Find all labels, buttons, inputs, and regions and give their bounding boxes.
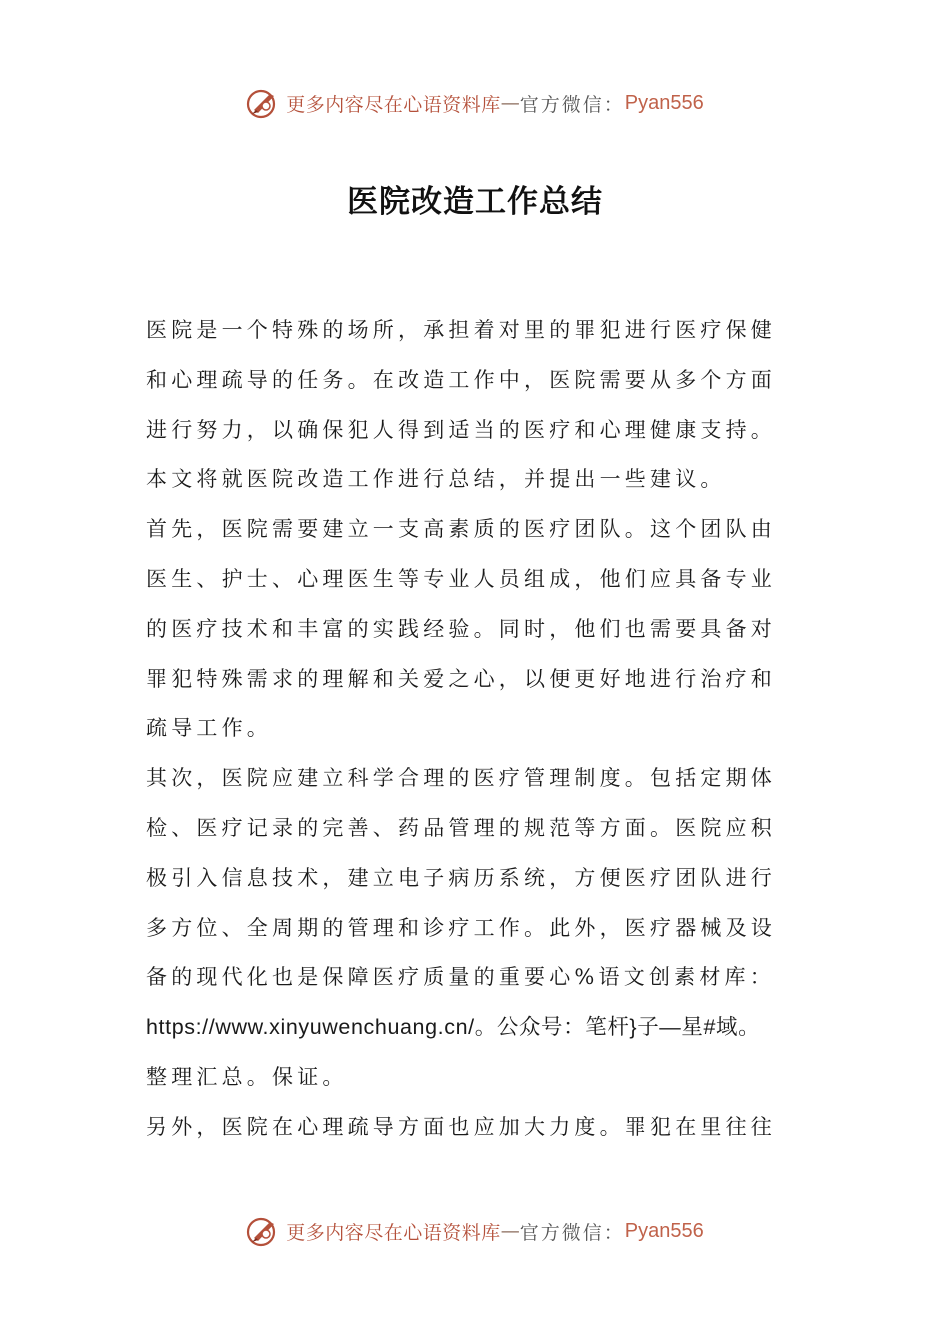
banner-wechat-id: Pyan556	[624, 91, 704, 114]
pen-logo-icon	[246, 86, 280, 120]
text-line-url: https://www.xinyuwenchuang.cn/。公众号：笔杆}子—星#域。	[146, 1015, 761, 1040]
document-body	[146, 308, 811, 1155]
text-line: 其次，医院应建立科学合理的医疗管理制度。包括定期体	[146, 766, 776, 791]
text-line: 医生、护士、心理医生等专业人员组成，他们应具备专业	[146, 566, 776, 591]
text-line: 首先，医院需要建立一支高素质的医疗团队。这个团队由	[146, 517, 776, 542]
text-line: 另外，医院在心理疏导方面也应加大力度。罪犯在里往往	[146, 1114, 776, 1139]
banner-wechat-label: 官方微信：	[519, 93, 625, 116]
banner-separator: —	[500, 92, 520, 114]
header-banner	[0, 83, 950, 123]
text-line: 本文将就医院改造工作进行总结，并提出一些建议。	[146, 467, 726, 492]
text-line: 医院是一个特殊的场所，承担着对里的罪犯进行医疗保健	[146, 318, 776, 342]
text-line: 极引入信息技术，建立电子病历系统，方便医疗团队进行	[146, 865, 776, 890]
text-line: 备的现代化也是保障医疗质量的重要心%语文创素材库：	[146, 965, 775, 990]
pen-logo-icon	[246, 1214, 280, 1248]
text-line: 多方位、全周期的管理和诊疗工作。此外，医疗器械及设	[146, 915, 776, 940]
text-line: 进行努力，以确保犯人得到适当的医疗和心理健康支持。	[146, 417, 776, 442]
footer-banner	[0, 1211, 950, 1251]
banner-wechat-label: 官方微信：	[519, 1221, 625, 1244]
text-line: 和心理疏导的任务。在改造工作中，医院需要从多个方面	[146, 367, 776, 392]
text-line: 的医疗技术和丰富的实践经验。同时，他们也需要具备对	[146, 616, 776, 641]
text-line: 疏导工作。	[146, 716, 272, 741]
banner-wechat-id: Pyan556	[624, 1219, 704, 1242]
banner-slogan: 更多内容尽在心语资料库	[286, 1221, 501, 1244]
text-line: 检、医疗记录的完善、药品管理的规范等方面。医院应积	[146, 815, 776, 840]
banner-slogan: 更多内容尽在心语资料库	[286, 93, 501, 116]
document-title: 医院改造工作总结	[347, 184, 603, 220]
banner-separator: —	[500, 1220, 520, 1242]
text-line: 整理汇总。保证。	[146, 1064, 348, 1089]
text-line: 罪犯特殊需求的理解和关爱之心，以便更好地进行治疗和	[146, 666, 776, 691]
